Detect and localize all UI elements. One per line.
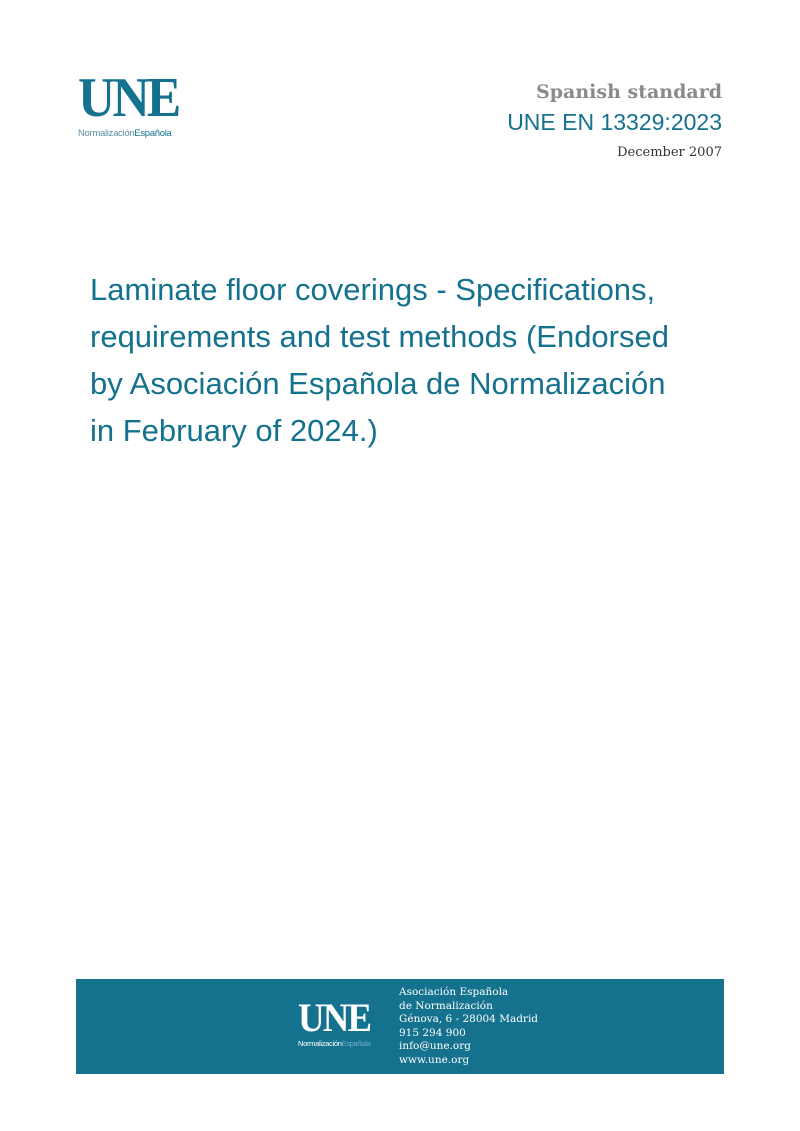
footer-logo-tagline-part1: Normalización [298,1039,342,1048]
title-line: by Asociación Española de Normalización [90,366,666,401]
standard-kind: Spanish standard [536,81,722,103]
address-line: Génova, 6 - 28004 Madrid [399,1013,539,1025]
logo-wordmark: UNE [78,67,179,129]
footer-logo-tagline [298,1039,376,1048]
email-address: info@une.org [399,1040,471,1052]
footer-banner [76,979,724,1074]
standard-header [507,80,722,162]
footer-logo-wordmark: UNE [298,995,371,1040]
phone-number: 915 294 900 [399,1026,466,1039]
standard-code: UNE EN 13329:2023 [507,109,722,135]
address-line: Asociación Española [399,986,509,998]
footer-logo-tagline-part2: Española [341,1039,371,1048]
une-logo [78,67,198,139]
logo-tagline [78,128,198,139]
address-line: de Normalización [399,999,493,1012]
title-line: Laminate floor coverings - Specifications, [90,272,656,307]
footer-logo [298,995,376,1048]
standard-date: December 2007 [617,145,722,160]
title-line: requirements and test methods (Endorsed [90,319,669,354]
document-title [90,266,730,454]
title-line: in February of 2024.) [90,413,378,448]
logo-tagline-part2: Española [134,128,172,139]
logo-tagline-part1: Normalización [78,128,135,139]
footer-address [399,986,538,1067]
website-url: www.une.org [399,1053,470,1066]
